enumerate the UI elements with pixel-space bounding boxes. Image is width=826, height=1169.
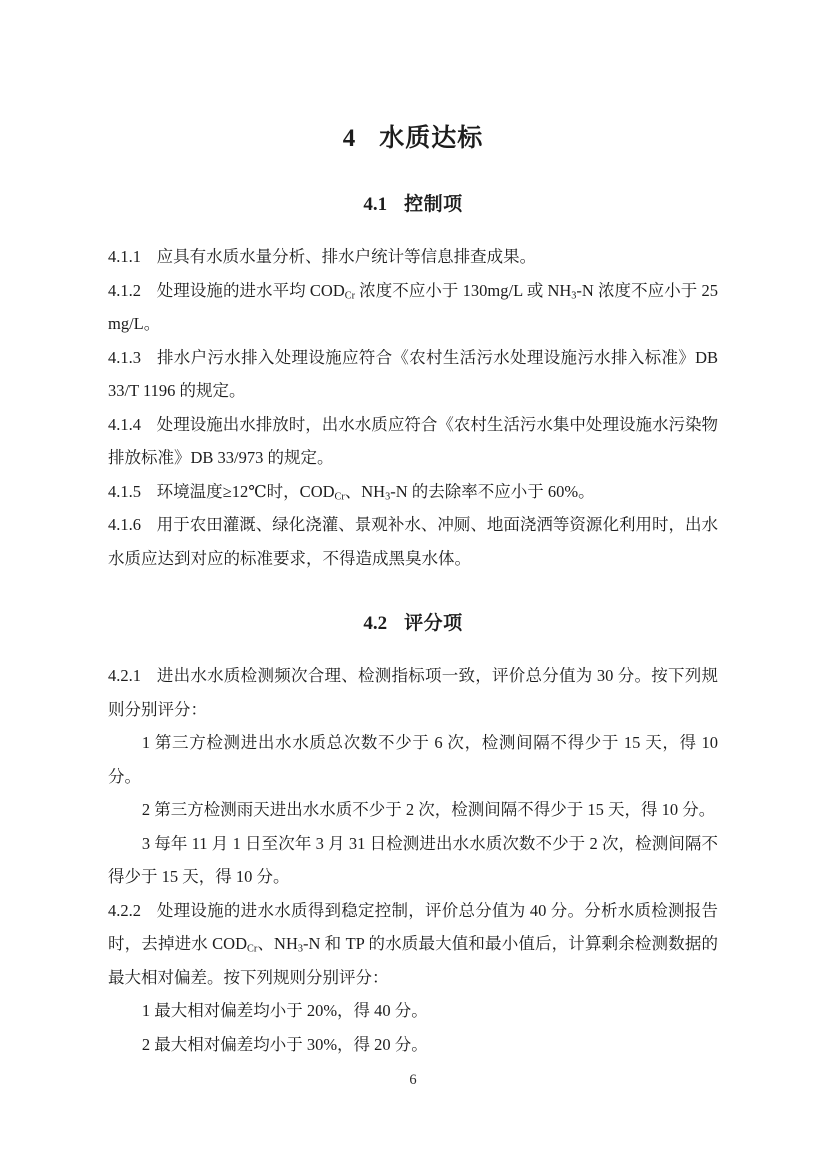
clause-number: 4.1.6 (108, 515, 141, 534)
list-item-paragraph (108, 827, 718, 894)
list-item-paragraph (108, 793, 718, 827)
chapter-number: 4 (342, 125, 356, 152)
clause-paragraph (108, 240, 718, 274)
paragraph-text: 处理设施出水排放时，出水水质应符合《农村生活污水集中处理设施水污染物排放标准》DB 33/973 的规定。 (108, 414, 718, 467)
clause-number: 4.2.2 (108, 900, 141, 920)
paragraph-text: 1 第三方检测进出水水质总次数不少于 6 次，检测间隔不得少于 15 天，得 10 分。 (108, 733, 718, 786)
clause-number: 4.1.1 (108, 247, 141, 266)
clause-paragraph (108, 508, 718, 575)
clause-paragraph (108, 274, 718, 341)
clause-paragraph (108, 341, 718, 408)
paragraph-text: 应具有水质水量分析、排水户统计等信息排查成果。 (156, 247, 537, 266)
paragraph-text: 环境温度≥12℃时，$COD_{Cr}$、$NH_3-N$ 的去除率不应小于 60%。 (156, 481, 595, 502)
paragraph-text: 处理设施的进水平均 $COD_{Cr}$ 浓度不应小于 130mg/L 或 $NH_3-N$ 浓度不应小于 25mg/L。 (108, 280, 719, 333)
section-title: 控制项 (404, 194, 463, 215)
paragraph-text: 1 最大相对偏差均小于 20%，得 40 分。 (141, 1001, 428, 1020)
document-body (108, 192, 718, 1061)
clause-number: 4.1.3 (108, 347, 141, 367)
section-heading (108, 192, 718, 218)
paragraph-text: 3 每年 11 月 1 日至次年 3 月 31 日检测进出水水质次数不少于 2 次，检测间隔不得少于 15 天，得 10 分。 (108, 833, 718, 886)
list-item-paragraph (108, 1028, 718, 1062)
paragraph-text: 用于农田灌溉、绿化浇灌、景观补水、冲厕、地面浇洒等资源化利用时，出水水质应达到对应的标准要求，不得造成黑臭水体。 (108, 515, 718, 568)
clause-number: 4.1.2 (108, 280, 141, 300)
paragraph-text: 处理设施的进水水质得到稳定控制，评价总分值为 40 分。分析水质检测报告时，去掉进水 $COD_{Cr}$、$NH_3-N$ 和 TP 的水质最大值和最小值后，计算剩余检测数据的最大相对偏差。按下列规则分别评分： (108, 900, 718, 987)
list-item-paragraph (108, 726, 718, 793)
chapter-name: 水质达标 (379, 125, 484, 152)
clause-number: 4.1.4 (108, 414, 141, 434)
page-number: 6 (409, 1072, 417, 1088)
paragraph-text: 进出水水质检测频次合理、检测指标项一致，评价总分值为 30 分。按下列规则分别评分： (108, 666, 718, 719)
clause-paragraph (108, 894, 718, 995)
clause-number: 4.2.1 (108, 666, 141, 685)
section-number: 4.1 (363, 194, 388, 215)
section-title: 评分项 (404, 613, 463, 634)
paragraph-text: 2 第三方检测雨天进出水水质不少于 2 次，检测间隔不得少于 15 天，得 10 分。 (141, 800, 716, 819)
chapter-title (108, 0, 718, 156)
section-heading (108, 611, 718, 637)
paragraph-text: 2 最大相对偏差均小于 30%，得 20 分。 (141, 1034, 428, 1054)
clause-number: 4.1.5 (108, 481, 141, 501)
paragraph-text: 排水户污水排入处理设施应符合《农村生活污水处理设施污水排入标准》DB 33/T 1196 的规定。 (108, 347, 718, 400)
list-item-paragraph (108, 994, 718, 1028)
clause-paragraph (108, 475, 718, 509)
section-number: 4.2 (363, 613, 388, 634)
clause-paragraph (108, 408, 718, 475)
clause-paragraph (108, 659, 718, 726)
